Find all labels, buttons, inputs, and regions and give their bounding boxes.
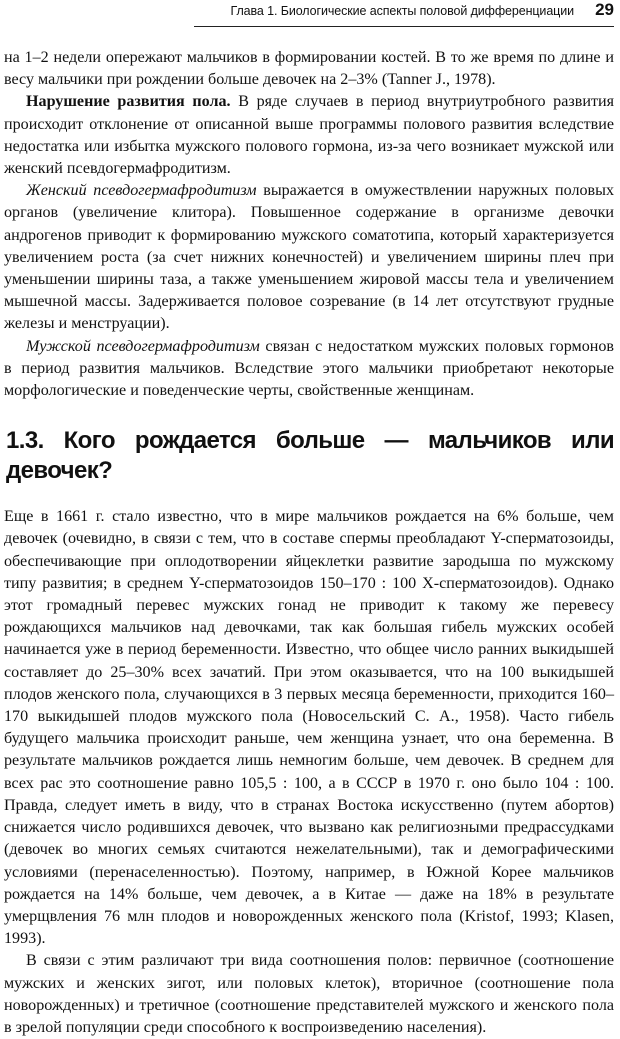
paragraph <box>4 180 614 335</box>
paragraph-text: на 1–2 недели опережают мальчиков в формировании костей. В то же время по длине и весу мальчики при рождении больше девочек на 2–3% (Tanner J., 1978). <box>4 49 614 89</box>
paragraph-text: связан с недостатком мужских половых гормонов в период развития мальчиков. Вследствие этого мальчики приобретают некоторые морфологические и поведенческие черты, свойственные женщинам. <box>4 337 615 400</box>
paragraph <box>4 47 614 91</box>
paragraph-text: В связи с этим различают три вида соотношения полов: первичное (соотношение мужских и женских зигот, или половых клеток), вторичное (соотношение пола новорожденных) и третичное (соотношение представителей мужского и женского пола в зрелой популяции среди способного к воспроизведению населения). <box>4 952 614 1036</box>
body-text <box>4 47 614 1039</box>
section-heading: 1.3. Кого рождается больше — мальчиков или девочек? <box>6 427 614 485</box>
paragraph-text: В ряде случаев в период внутриутробного развития происходит отклонение от описанной выше программы полового развития вследствие недостатка или избытка мужского полового гормона, из-за чего возникает мужской или женский псевдогермафродитизм. <box>4 93 614 178</box>
paragraph-text: выражается в омужествлении наружных половых органов (увеличение клитора). Повышенное содержание в организме девочки андрогенов приводит к формированию мужского соматотипа, который характеризуется увеличением роста (за счет нижних конечностей) и увеличением ширины плеч при уменьшении ширины таза, а также уменьшением жировой массы тела и увеличением мышечной массы. Задерживается половое созревание (в 14 лет отсутствуют грудные железы и менструации). <box>4 182 614 333</box>
running-title: Глава 1. Биологические аспекты половой дифференциации <box>230 4 574 18</box>
paragraph-lead-italic: Мужской псевдогермафродитизм <box>26 337 260 355</box>
running-header <box>194 0 614 27</box>
paragraph <box>4 91 614 180</box>
paragraph-lead-italic: Женский псевдогермафродитизм <box>26 182 257 200</box>
paragraph-text: Еще в 1661 г. стало известно, что в мире мальчиков рождается на 6% больше, чем девочек (очевидно, в связи с тем, что в составе спермы преобладают Y-сперматозоиды, обеспечивающие при оплодотворении яйцеклетки развитие зародыша по мужскому типу развития; в среднем Y-сперматозоидов 150–170 : 100 X-сперматозоидов). Однако этот громадный перевес мужских гонад не приводит к такому же перевесу рождающихся мальчиков над девочками, так как большая гибель мужских особей начинается уже в период беременности. Известно, что общее число ранних выкидышей составляет до 25–30% всех зачатий. При этом оказывается, что на 100 выкидышей плодов женского пола, случающихся в 3 первых месяца беременности, приходится 160–170 выкидышей плодов мужского пола (Новосельский С. А., 1958). Часто гибель будущего мальчика происходит раньше, чем женщина узнает, что она беременна. В результате мальчиков рождается лишь немногим больше, чем девочек. В среднем для всех рас это соотношение равно 105,5 : 100, а в СССР в 1970 г. оно было 104 : 100. Правда, следует иметь в виду, что в странах Востока искусственно (путем абортов) снижается число родившихся девочек, что вызвано как религиозными предрассудками (девочек во многих семьях считаются нежелательными), так и демографическими условиями (перенаселенностью). Поэтому, например, в Южной Корее мальчиков рождается на 14% больше, чем девочек, а в Китае — даже на 18% в результате умерщвления 76 млн плодов и новорожденных женского пола (Kristof, 1993; Klasen, 1993). <box>4 508 614 948</box>
paragraph-lead-bold: Нарушение развития пола. <box>26 93 231 111</box>
page-number: 29 <box>595 0 614 19</box>
paragraph <box>4 336 614 403</box>
paragraph <box>4 506 614 950</box>
paragraph <box>4 950 614 1039</box>
